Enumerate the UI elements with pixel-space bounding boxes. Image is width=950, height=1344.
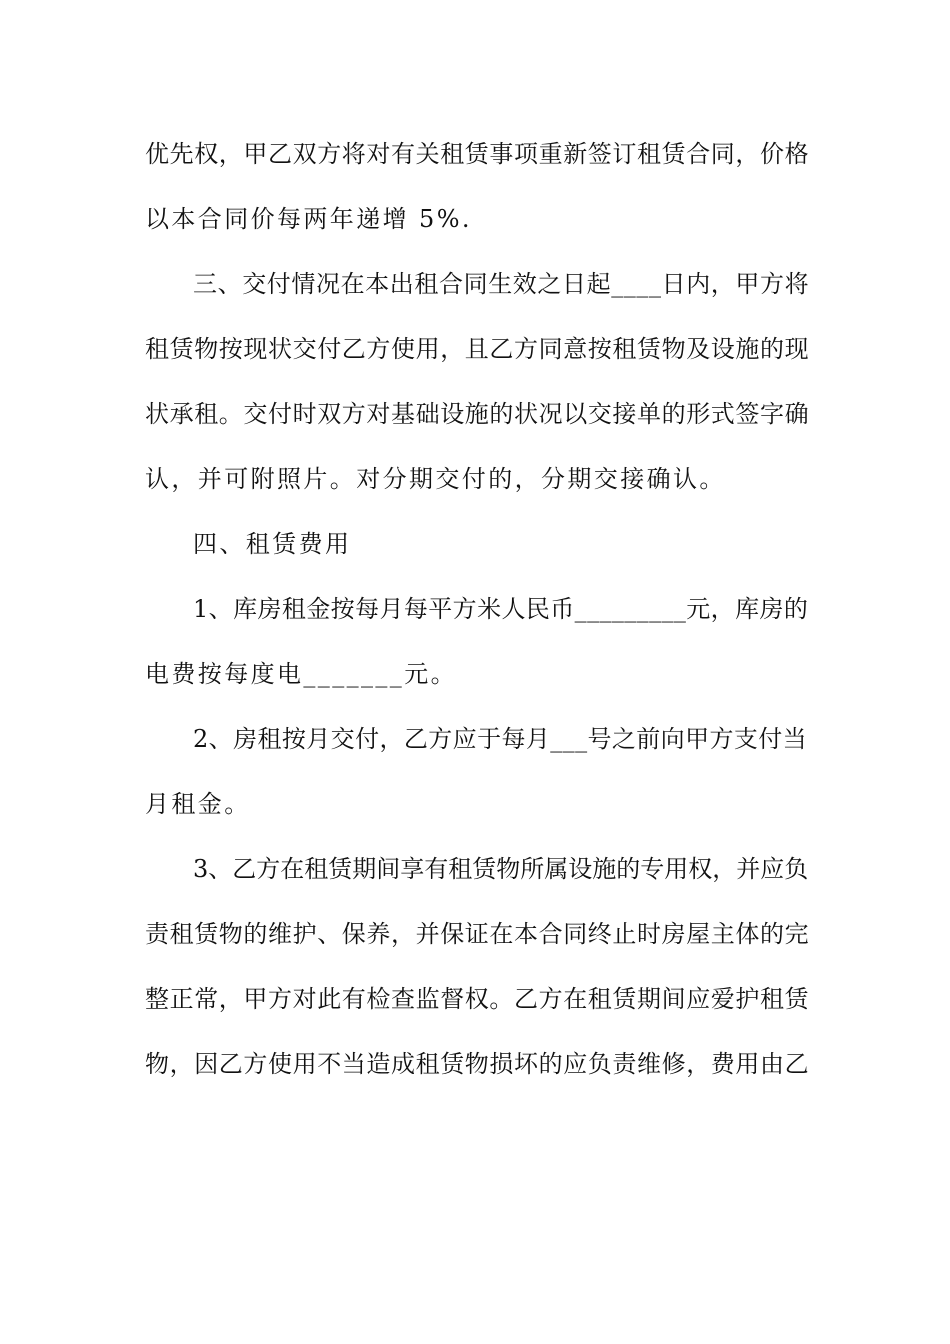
text-line: 责租赁物的维护、保养，并保证在本合同终止时房屋主体的完 bbox=[145, 920, 810, 948]
document-body bbox=[145, 128, 810, 1103]
text-line: 整正常，甲方对此有检查监督权。乙方在租赁期间应爱护租赁 bbox=[145, 985, 810, 1013]
text-line: 认，并可附照片。对分期交付的，分期交接确认。 bbox=[145, 465, 726, 493]
text-line: 3、乙方在租赁期间享有租赁物所属设施的专用权，并应负 bbox=[193, 855, 809, 883]
text-line: 物，因乙方使用不当造成租赁物损坏的应负责维修，费用由乙 bbox=[145, 1050, 810, 1078]
text-line: 状承租。交付时双方对基础设施的状况以交接单的形式签字确 bbox=[145, 400, 810, 428]
text-line: 电费按每度电_______元。 bbox=[145, 660, 457, 688]
text-line: 租赁物按现状交付乙方使用，且乙方同意按租赁物及设施的现 bbox=[145, 335, 810, 363]
text-line: 1、库房租金按每月每平方米人民币_________元，库房的 bbox=[193, 595, 809, 623]
text-line: 优先权，甲乙双方将对有关租赁事项重新签订租赁合同，价格 bbox=[145, 140, 810, 168]
text-line: 2、房租按月交付，乙方应于每月___号之前向甲方支付当 bbox=[193, 725, 808, 753]
text-line: 以本合同价每两年递增 5%. bbox=[145, 205, 472, 233]
text-line: 三、交付情况在本出租合同生效之日起____日内，甲方将 bbox=[193, 270, 810, 298]
text-line: 月租金。 bbox=[145, 790, 251, 818]
section-heading: 四、租赁费用 bbox=[193, 530, 352, 558]
